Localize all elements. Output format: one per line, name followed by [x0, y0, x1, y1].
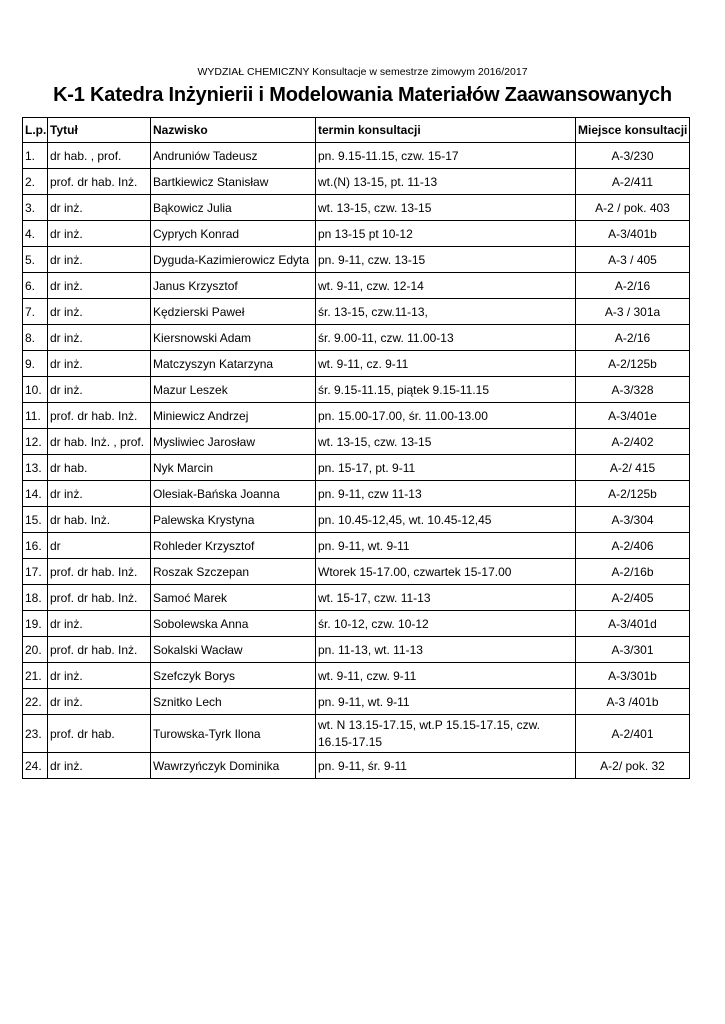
cell-termin: pn. 9-11, czw. 13-15	[316, 247, 576, 273]
cell-termin: wt.(N) 13-15, pt. 11-13	[316, 169, 576, 195]
header-tytul: Tytuł	[48, 118, 151, 143]
cell-lp: 9.	[23, 351, 48, 377]
table-row	[23, 585, 690, 611]
table-row	[23, 299, 690, 325]
cell-lp: 12.	[23, 429, 48, 455]
cell-tytul: prof. dr hab. Inż.	[48, 169, 151, 195]
cell-lp: 16.	[23, 533, 48, 559]
cell-termin: wt. 9-11, czw. 9-11	[316, 663, 576, 689]
document-subtitle: WYDZIAŁ CHEMICZNY Konsultacje w semestrze zimowym 2016/2017	[197, 66, 528, 78]
cell-miejsce: A-3/230	[576, 143, 690, 169]
cell-termin: śr. 13-15, czw.11-13,	[316, 299, 576, 325]
cell-lp: 18.	[23, 585, 48, 611]
cell-termin: pn 13-15 pt 10-12	[316, 221, 576, 247]
cell-nazwisko: Sznitko Lech	[151, 689, 316, 715]
cell-tytul: prof. dr hab. Inż.	[48, 403, 151, 429]
cell-nazwisko: Szefczyk Borys	[151, 663, 316, 689]
cell-nazwisko: Samoć Marek	[151, 585, 316, 611]
cell-lp: 3.	[23, 195, 48, 221]
table-row	[23, 169, 690, 195]
table-row	[23, 689, 690, 715]
table-row	[23, 611, 690, 637]
table-row	[23, 247, 690, 273]
cell-tytul: prof. dr hab.	[48, 715, 151, 753]
cell-tytul: dr inż.	[48, 195, 151, 221]
cell-termin: Wtorek 15-17.00, czwartek 15-17.00	[316, 559, 576, 585]
cell-miejsce: A-2/405	[576, 585, 690, 611]
cell-nazwisko: Andruniów Tadeusz	[151, 143, 316, 169]
table-row	[23, 221, 690, 247]
cell-miejsce: A-3/328	[576, 377, 690, 403]
cell-nazwisko: Cyprych Konrad	[151, 221, 316, 247]
header-miejsce: Miejsce konsultacji	[576, 118, 690, 143]
table-row	[23, 273, 690, 299]
table-row	[23, 195, 690, 221]
cell-tytul: dr hab. Inż. , prof.	[48, 429, 151, 455]
cell-tytul: dr inż.	[48, 481, 151, 507]
table-row	[23, 715, 690, 753]
cell-nazwisko: Matczyszyn Katarzyna	[151, 351, 316, 377]
cell-miejsce: A-3/401d	[576, 611, 690, 637]
cell-lp: 22.	[23, 689, 48, 715]
cell-tytul: dr inż.	[48, 377, 151, 403]
cell-nazwisko: Mazur Leszek	[151, 377, 316, 403]
cell-lp: 17.	[23, 559, 48, 585]
cell-lp: 1.	[23, 143, 48, 169]
table-row	[23, 429, 690, 455]
table-row	[23, 753, 690, 779]
cell-miejsce: A-3/401e	[576, 403, 690, 429]
table-body	[23, 143, 690, 779]
table-row	[23, 507, 690, 533]
table-row	[23, 559, 690, 585]
table-row	[23, 143, 690, 169]
table-row	[23, 325, 690, 351]
cell-miejsce: A-2/16	[576, 273, 690, 299]
cell-tytul: dr inż.	[48, 351, 151, 377]
header-termin: termin konsultacji	[316, 118, 576, 143]
cell-miejsce: A-2/16	[576, 325, 690, 351]
cell-miejsce: A-2/ 415	[576, 455, 690, 481]
cell-lp: 21.	[23, 663, 48, 689]
cell-tytul: dr hab.	[48, 455, 151, 481]
cell-nazwisko: Dyguda-Kazimierowicz Edyta	[151, 247, 316, 273]
cell-termin: pn. 9-11, śr. 9-11	[316, 753, 576, 779]
cell-lp: 15.	[23, 507, 48, 533]
cell-lp: 4.	[23, 221, 48, 247]
table-row	[23, 663, 690, 689]
cell-miejsce: A-2/16b	[576, 559, 690, 585]
cell-tytul: dr inż.	[48, 663, 151, 689]
cell-termin: wt. 9-11, czw. 12-14	[316, 273, 576, 299]
cell-nazwisko: Wawrzyńczyk Dominika	[151, 753, 316, 779]
cell-termin: pn. 9-11, czw 11-13	[316, 481, 576, 507]
cell-lp: 10.	[23, 377, 48, 403]
cell-termin: pn. 9.15-11.15, czw. 15-17	[316, 143, 576, 169]
table-row	[23, 455, 690, 481]
cell-termin: wt. 9-11, cz. 9-11	[316, 351, 576, 377]
cell-termin: pn. 9-11, wt. 9-11	[316, 689, 576, 715]
cell-tytul: dr hab. , prof.	[48, 143, 151, 169]
cell-tytul: dr inż.	[48, 221, 151, 247]
cell-tytul: dr inż.	[48, 273, 151, 299]
table-row	[23, 481, 690, 507]
table-row	[23, 351, 690, 377]
cell-tytul: prof. dr hab. Inż.	[48, 559, 151, 585]
table-row	[23, 403, 690, 429]
cell-tytul: dr	[48, 533, 151, 559]
cell-nazwisko: Sobolewska Anna	[151, 611, 316, 637]
cell-miejsce: A-3/301b	[576, 663, 690, 689]
cell-termin: wt. N 13.15-17.15, wt.P 15.15-17.15, czw. 16.15-17.15	[316, 715, 576, 753]
cell-lp: 20.	[23, 637, 48, 663]
cell-lp: 13.	[23, 455, 48, 481]
cell-nazwisko: Rohleder Krzysztof	[151, 533, 316, 559]
table-header-row	[23, 118, 690, 143]
cell-tytul: dr inż.	[48, 325, 151, 351]
cell-nazwisko: Nyk Marcin	[151, 455, 316, 481]
cell-nazwisko: Turowska-Tyrk Ilona	[151, 715, 316, 753]
cell-miejsce: A-2/ pok. 32	[576, 753, 690, 779]
cell-tytul: dr inż.	[48, 689, 151, 715]
header-nazwisko: Nazwisko	[151, 118, 316, 143]
cell-tytul: dr inż.	[48, 753, 151, 779]
cell-lp: 7.	[23, 299, 48, 325]
cell-termin: śr. 9.15-11.15, piątek 9.15-11.15	[316, 377, 576, 403]
cell-lp: 8.	[23, 325, 48, 351]
cell-miejsce: A-3/301	[576, 637, 690, 663]
cell-termin: śr. 10-12, czw. 10-12	[316, 611, 576, 637]
cell-termin: pn. 11-13, wt. 11-13	[316, 637, 576, 663]
cell-nazwisko: Kiersnowski Adam	[151, 325, 316, 351]
cell-tytul: dr inż.	[48, 299, 151, 325]
cell-miejsce: A-2 / pok. 403	[576, 195, 690, 221]
cell-lp: 24.	[23, 753, 48, 779]
cell-miejsce: A-3 /401b	[576, 689, 690, 715]
cell-nazwisko: Bartkiewicz Stanisław	[151, 169, 316, 195]
cell-termin: wt. 15-17, czw. 11-13	[316, 585, 576, 611]
cell-miejsce: A-2/125b	[576, 351, 690, 377]
cell-nazwisko: Janus Krzysztof	[151, 273, 316, 299]
cell-miejsce: A-2/406	[576, 533, 690, 559]
cell-termin: pn. 9-11, wt. 9-11	[316, 533, 576, 559]
cell-nazwisko: Palewska Krystyna	[151, 507, 316, 533]
cell-tytul: prof. dr hab. Inż.	[48, 637, 151, 663]
cell-miejsce: A-3/401b	[576, 221, 690, 247]
cell-miejsce: A-2/401	[576, 715, 690, 753]
table-row	[23, 377, 690, 403]
cell-tytul: prof. dr hab. Inż.	[48, 585, 151, 611]
cell-miejsce: A-3 / 301a	[576, 299, 690, 325]
cell-miejsce: A-2/411	[576, 169, 690, 195]
consultation-table	[22, 117, 690, 779]
cell-nazwisko: Miniewicz Andrzej	[151, 403, 316, 429]
cell-nazwisko: Roszak Szczepan	[151, 559, 316, 585]
cell-termin: pn. 15.00-17.00, śr. 11.00-13.00	[316, 403, 576, 429]
cell-termin: wt. 13-15, czw. 13-15	[316, 429, 576, 455]
cell-nazwisko: Sokalski Wacław	[151, 637, 316, 663]
cell-miejsce: A-2/402	[576, 429, 690, 455]
cell-nazwisko: Mysliwiec Jarosław	[151, 429, 316, 455]
cell-lp: 14.	[23, 481, 48, 507]
cell-tytul: dr hab. Inż.	[48, 507, 151, 533]
cell-lp: 19.	[23, 611, 48, 637]
cell-lp: 5.	[23, 247, 48, 273]
cell-nazwisko: Olesiak-Bańska Joanna	[151, 481, 316, 507]
cell-miejsce: A-2/125b	[576, 481, 690, 507]
document-title: K-1 Katedra Inżynierii i Modelowania Materiałów Zaawansowanych	[53, 84, 672, 106]
cell-miejsce: A-3/304	[576, 507, 690, 533]
cell-miejsce: A-3 / 405	[576, 247, 690, 273]
cell-termin: pn. 15-17, pt. 9-11	[316, 455, 576, 481]
cell-nazwisko: Bąkowicz Julia	[151, 195, 316, 221]
cell-nazwisko: Kędzierski Paweł	[151, 299, 316, 325]
cell-lp: 23.	[23, 715, 48, 753]
cell-tytul: dr inż.	[48, 611, 151, 637]
table-row	[23, 637, 690, 663]
table-row	[23, 533, 690, 559]
cell-lp: 11.	[23, 403, 48, 429]
cell-termin: pn. 10.45-12,45, wt. 10.45-12,45	[316, 507, 576, 533]
cell-tytul: dr inż.	[48, 247, 151, 273]
cell-lp: 6.	[23, 273, 48, 299]
header-lp: L.p.	[23, 118, 48, 143]
cell-termin: wt. 13-15, czw. 13-15	[316, 195, 576, 221]
cell-lp: 2.	[23, 169, 48, 195]
cell-termin: śr. 9.00-11, czw. 11.00-13	[316, 325, 576, 351]
